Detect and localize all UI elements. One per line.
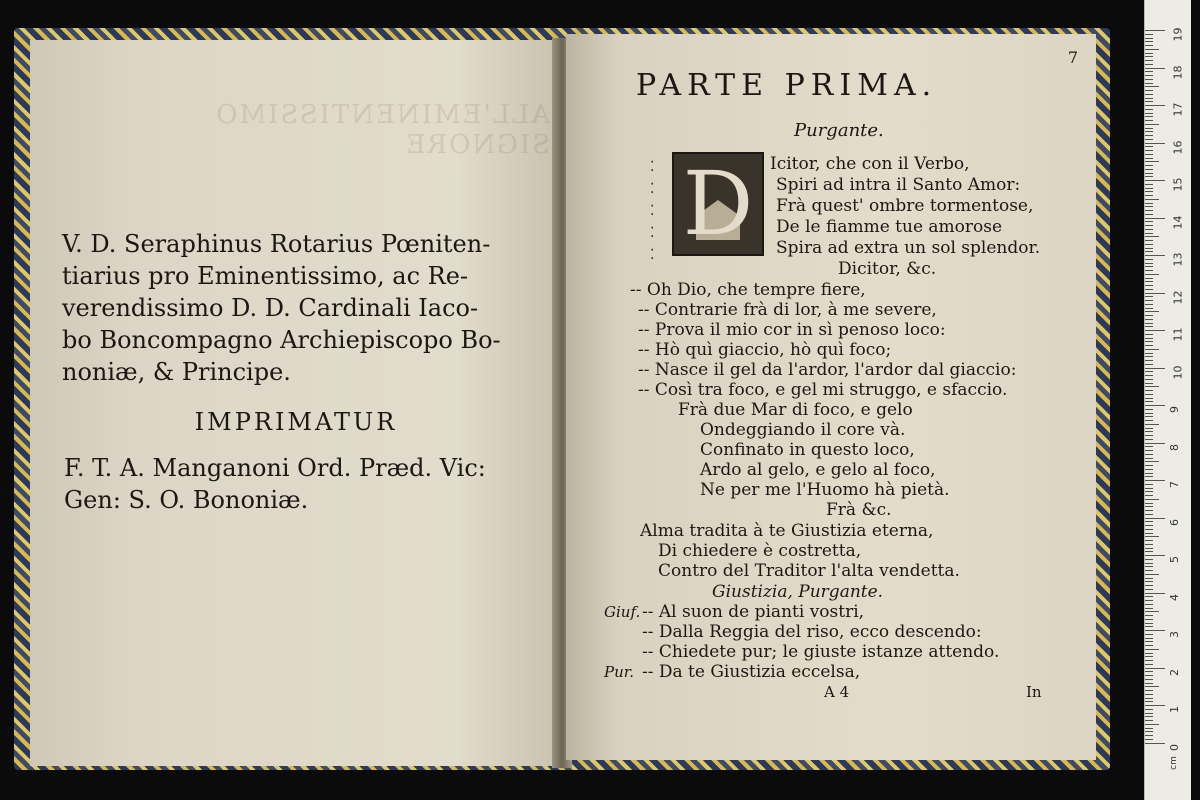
ruler-tick: [1145, 566, 1153, 567]
ruler-tick: [1145, 289, 1153, 290]
ruler-tick: [1145, 608, 1153, 609]
ruler-tick: [1145, 536, 1159, 537]
ruler-tick: [1145, 615, 1153, 616]
ruler-number: 7: [1168, 481, 1181, 488]
ruler-tick: [1145, 570, 1153, 571]
ruler-tick: [1145, 180, 1165, 181]
imprimatur-heading: IMPRIMATUR: [194, 408, 398, 436]
ruler-tick: [1145, 383, 1153, 384]
ruler-tick: [1145, 349, 1159, 350]
ruler-tick: [1145, 679, 1153, 680]
ruler-number: 0: [1168, 743, 1181, 751]
ruler-tick: [1145, 653, 1153, 654]
margin-speaker: Pur.: [604, 663, 635, 681]
poem-line: -- Prova il mio cor in sì penoso loco:: [638, 320, 946, 340]
ruler-number: 6: [1168, 518, 1181, 526]
ruler-tick: [1145, 484, 1153, 485]
ruler-tick: [1145, 143, 1165, 144]
ruler-tick: [1145, 623, 1153, 624]
ruler-tick: [1145, 694, 1153, 695]
ruler-tick: [1145, 641, 1153, 642]
ruler-tick: [1145, 345, 1153, 346]
ruler-tick: [1145, 150, 1153, 151]
catchword: In: [1026, 683, 1042, 701]
ruler-number: 12: [1171, 290, 1185, 304]
poem-line: -- Così tra foco, e gel mi struggo, e sfaccio.: [638, 380, 1008, 400]
ruler-number: 5: [1168, 556, 1181, 563]
ruler-tick: [1145, 458, 1153, 459]
ruler-tick: [1145, 589, 1153, 590]
ruler-tick: [1145, 686, 1159, 687]
ruler-number: 1: [1168, 706, 1181, 713]
ruler-tick: [1145, 255, 1165, 256]
signature-block: [64, 452, 544, 516]
ruler-tick: [1145, 604, 1153, 605]
ruler-tick: [1145, 548, 1153, 549]
ruler-tick: [1145, 626, 1153, 627]
speaker-direction: Giustizia, Purgante.: [712, 582, 884, 602]
ruler-tick: [1145, 206, 1153, 207]
ruler-tick: [1145, 525, 1153, 526]
ruler-number: 8: [1168, 443, 1181, 451]
ruler-tick: [1145, 405, 1165, 406]
ruler-tick: [1145, 225, 1153, 226]
poem-line: -- Da te Giustizia eccelsa,: [642, 662, 861, 682]
ruler-tick: [1145, 720, 1153, 721]
ruler-tick: [1145, 34, 1153, 35]
ruler-tick: [1145, 488, 1153, 489]
ruler-number: 16: [1171, 140, 1185, 154]
poem-line: Spira ad extra un sol splendor.: [776, 238, 1041, 258]
poem-line: -- Nasce il gel da l'ardor, l'ardor dal giaccio:: [638, 360, 1017, 380]
ruler-tick: [1145, 540, 1153, 541]
ruler-tick: [1145, 315, 1153, 316]
ruler-tick: [1145, 728, 1153, 729]
ruler-tick: [1145, 735, 1153, 736]
ruler-tick: [1145, 293, 1165, 294]
poem-line: Di chiedere è costretta,: [658, 541, 862, 561]
ruler-tick: [1145, 334, 1153, 335]
approval-line: V. D. Seraphinus Rotarius Pœniten-: [62, 230, 491, 258]
ruler-tick: [1145, 551, 1153, 552]
ruler-tick: [1145, 49, 1159, 50]
ruler-tick: [1145, 259, 1153, 260]
ruler-tick: [1145, 465, 1153, 466]
approval-line: noniæ, & Principe.: [62, 358, 291, 386]
ruler-tick: [1145, 563, 1153, 564]
ruler-tick: [1145, 574, 1159, 575]
approval-line: bo Boncompagno Archiepiscopo Bo-: [62, 326, 501, 354]
ruler-number: 15: [1171, 177, 1185, 192]
ruler-tick: [1145, 600, 1153, 601]
ruler-tick: [1145, 240, 1153, 241]
ruler-tick: [1145, 360, 1153, 361]
ruler-tick: [1145, 330, 1165, 331]
margin-speaker: Giuf.: [604, 603, 641, 621]
margin-marks: ⁚ ⁚ ⁚ ⁚ ⁚: [650, 159, 655, 263]
ruler-tick: [1145, 109, 1153, 110]
poem-line: Confinato in questo loco,: [700, 440, 915, 460]
ruler-tick: [1145, 668, 1165, 669]
approval-text: [62, 228, 542, 388]
left-page: [30, 40, 562, 766]
ruler-tick: [1145, 578, 1153, 579]
page-number: 7: [1067, 48, 1078, 67]
ruler-tick: [1145, 161, 1159, 162]
ruler-tick: [1145, 38, 1153, 39]
ruler-tick: [1145, 139, 1153, 140]
ruler-unit-label: cm: [1168, 756, 1179, 770]
ruler-number: 9: [1168, 406, 1181, 413]
ruler-tick: [1145, 611, 1159, 612]
ruler-number: 17: [1171, 102, 1185, 117]
ruler-tick: [1145, 394, 1153, 395]
ruler-tick: [1145, 596, 1153, 597]
ruler-tick: [1145, 128, 1153, 129]
ruler-tick: [1145, 431, 1153, 432]
ruler-tick: [1145, 45, 1153, 46]
ruler-tick: [1145, 386, 1159, 387]
ruler-tick: [1145, 424, 1159, 425]
ruler-tick: [1145, 300, 1153, 301]
ruler-tick: [1145, 221, 1153, 222]
ruler-tick: [1145, 675, 1153, 676]
ruler-tick: [1145, 461, 1159, 462]
ruler-tick: [1145, 86, 1159, 87]
ruler-tick: [1145, 338, 1153, 339]
ruler-tick: [1145, 739, 1153, 740]
ruler-tick: [1145, 420, 1153, 421]
ruler-tick: [1145, 135, 1153, 136]
ruler-tick: [1145, 236, 1159, 237]
ruler-tick: [1145, 356, 1153, 357]
ruler-tick: [1145, 731, 1153, 732]
ruler-number: 13: [1171, 252, 1185, 267]
ruler-tick: [1145, 176, 1153, 177]
ruler-tick: [1145, 60, 1153, 61]
ruler-tick: [1145, 165, 1153, 166]
signature-line: Gen: S. O. Bononiæ.: [64, 486, 309, 514]
ruler-tick: [1145, 529, 1153, 530]
ruler-tick: [1145, 210, 1153, 211]
ruler-tick: [1145, 499, 1159, 500]
poem-line: -- Hò quì giaccio, hò quì foco;: [638, 340, 892, 360]
ruler-tick: [1145, 495, 1153, 496]
poem-line: Alma tradita à te Giustizia eterna,: [640, 521, 934, 541]
ruler-tick: [1145, 56, 1153, 57]
ruler-tick: [1145, 401, 1153, 402]
ruler-tick: [1145, 375, 1153, 376]
ruler-tick: [1145, 555, 1165, 556]
ruler-tick: [1145, 506, 1153, 507]
poem-line: Spiri ad intra il Santo Amor:: [776, 175, 1021, 195]
ruler-tick: [1145, 439, 1153, 440]
ruler-tick: [1145, 476, 1153, 477]
dropcap-letter: D: [682, 152, 754, 255]
ruler-tick: [1145, 79, 1153, 80]
ruler-tick: [1145, 645, 1153, 646]
ruler-tick: [1145, 446, 1153, 447]
ruler-tick: [1145, 630, 1165, 631]
ruler-tick: [1145, 743, 1165, 744]
ruler-tick: [1145, 266, 1153, 267]
ruler-number: 19: [1171, 27, 1185, 42]
ruler-tick: [1145, 480, 1165, 481]
ruler-tick: [1145, 619, 1153, 620]
ruler-tick: [1145, 705, 1165, 706]
ruler-tick: [1145, 154, 1153, 155]
speaker-heading: Purgante.: [794, 120, 884, 141]
ruler-tick: [1145, 248, 1153, 249]
ruler-tick: [1145, 428, 1153, 429]
ruler-tick: [1145, 533, 1153, 534]
poem-line: Icitor, che con il Verbo,: [770, 154, 970, 174]
ruler-tick: [1145, 469, 1153, 470]
ruler-tick: [1145, 716, 1153, 717]
poem-line: Contro del Traditor l'alta vendetta.: [658, 561, 960, 581]
ruler-tick: [1145, 435, 1153, 436]
ruler-tick: [1145, 364, 1153, 365]
ruler-tick: [1145, 229, 1153, 230]
ruler-tick: [1145, 518, 1165, 519]
ruler-tick: [1145, 83, 1153, 84]
ruler-tick: [1145, 398, 1153, 399]
ruler-tick: [1145, 701, 1153, 702]
poem-line: Dicitor, &c.: [838, 259, 937, 279]
ruler-tick: [1145, 724, 1159, 725]
ruler-tick: [1145, 251, 1153, 252]
ruler-tick: [1145, 544, 1153, 545]
ruler-tick: [1145, 173, 1153, 174]
ruler-tick: [1145, 341, 1153, 342]
poem-line: -- Al suon de pianti vostri,: [642, 602, 865, 622]
ruler-tick: [1145, 368, 1165, 369]
ruler-tick: [1145, 698, 1153, 699]
ruler-tick: [1145, 503, 1153, 504]
bleed-through-text: ALL'EMINENTISSIMO SIGNORE: [214, 100, 550, 160]
ruler-tick: [1145, 379, 1153, 380]
ruler-tick: [1145, 214, 1153, 215]
ruler-tick: [1145, 319, 1153, 320]
ruler-tick: [1145, 683, 1153, 684]
ruler-tick: [1145, 124, 1159, 125]
ruler-number: 3: [1168, 631, 1181, 638]
ruler-tick: [1145, 116, 1153, 117]
ruler-tick: [1145, 521, 1153, 522]
ruler-tick: [1145, 64, 1153, 65]
ruler-number: 18: [1171, 65, 1185, 79]
signature-mark: A 4: [824, 683, 850, 701]
ruler-tick: [1145, 285, 1153, 286]
poem-line: De le fiamme tue amorose: [776, 217, 1003, 237]
ruler-tick: [1145, 409, 1153, 410]
ruler-tick: [1145, 323, 1153, 324]
ruler-tick: [1145, 191, 1153, 192]
ruler-tick: [1145, 188, 1153, 189]
signature-line: F. T. A. Manganoni Ord. Præd. Vic:: [64, 454, 486, 482]
ruler-tick: [1145, 634, 1153, 635]
ruler-tick: [1145, 30, 1165, 31]
ruler-tick: [1145, 390, 1153, 391]
ruler-tick: [1145, 326, 1153, 327]
ruler-tick: [1145, 656, 1153, 657]
ruler-tick: [1145, 413, 1153, 414]
ruler-tick: [1145, 131, 1153, 132]
ruler-tick: [1145, 443, 1165, 444]
ruler-number: 14: [1171, 215, 1185, 229]
ruler-tick: [1145, 649, 1159, 650]
ruler-tick: [1145, 90, 1153, 91]
ruler-tick: [1145, 638, 1153, 639]
right-page: [566, 34, 1096, 760]
ruler-tick: [1145, 473, 1153, 474]
ruler-tick: [1145, 281, 1153, 282]
poem-line: -- Oh Dio, che tempre fiere,: [630, 280, 866, 300]
ruler-tick: [1145, 101, 1153, 102]
ruler-tick: [1145, 169, 1153, 170]
ruler-tick: [1145, 146, 1153, 147]
ruler-tick: [1145, 593, 1165, 594]
ruler-tick: [1145, 296, 1153, 297]
ruler-tick: [1145, 510, 1153, 511]
ruler-number: 10: [1171, 365, 1185, 379]
ruler-tick: [1145, 514, 1153, 515]
ruler-tick: [1145, 233, 1153, 234]
ruler-tick: [1145, 120, 1153, 121]
ruler-tick: [1145, 713, 1153, 714]
poem-line: -- Chiedete pur; le giuste istanze attendo.: [642, 642, 1000, 662]
ruler-tick: [1145, 199, 1159, 200]
ruler-tick: [1145, 581, 1153, 582]
poem-line: Ne per me l'Huomo hà pietà.: [700, 480, 950, 500]
ruler-tick: [1145, 371, 1153, 372]
approval-line: tiarius pro Eminentissimo, ac Re-: [62, 262, 469, 290]
measurement-ruler: [1144, 0, 1191, 800]
ruler-tick: [1145, 53, 1153, 54]
ruler-tick: [1145, 585, 1153, 586]
ruler-tick: [1145, 263, 1153, 264]
ruler-tick: [1145, 274, 1159, 275]
ruler-tick: [1145, 559, 1153, 560]
page-title: PARTE PRIMA.: [636, 68, 938, 103]
ruler-tick: [1145, 454, 1153, 455]
ruler-number: 11: [1171, 327, 1185, 342]
ruler-tick: [1145, 270, 1153, 271]
ruler-tick: [1145, 68, 1165, 69]
ruler-tick: [1145, 203, 1153, 204]
ruler-tick: [1145, 304, 1153, 305]
ruler-tick: [1145, 353, 1153, 354]
poem-line: -- Contrarie frà di lor, à me severe,: [638, 300, 937, 320]
poem-line: Frà due Mar di foco, e gelo: [678, 400, 913, 420]
ruler-tick: [1145, 158, 1153, 159]
approval-line: verendissimo D. D. Cardinali Iaco-: [62, 294, 479, 322]
poem-line: Ondeggiando il core và.: [700, 420, 906, 440]
ruler-tick: [1145, 491, 1153, 492]
ruler-tick: [1145, 41, 1153, 42]
ruler-tick: [1145, 195, 1153, 196]
ruler-tick: [1145, 671, 1153, 672]
ruler-tick: [1145, 308, 1153, 309]
ruler-tick: [1145, 105, 1165, 106]
ruler-tick: [1145, 94, 1153, 95]
ruler-number: 4: [1168, 593, 1181, 601]
ruler-tick: [1145, 664, 1153, 665]
ruler-tick: [1145, 218, 1165, 219]
ruler-number: 2: [1168, 668, 1181, 676]
poem-line: Ardo al gelo, e gelo al foco,: [700, 460, 936, 480]
poem-line: Frà quest' ombre tormentose,: [776, 196, 1034, 216]
decorated-initial: [672, 152, 764, 256]
ruler-tick: [1145, 98, 1153, 99]
poem-line: -- Dalla Reggia del riso, ecco descendo:: [642, 622, 982, 642]
poem-line: Frà &c.: [826, 500, 892, 520]
ruler-tick: [1145, 660, 1153, 661]
ruler-tick: [1145, 278, 1153, 279]
ruler-tick: [1145, 450, 1153, 451]
ruler-tick: [1145, 75, 1153, 76]
ruler-tick: [1145, 71, 1153, 72]
ruler-tick: [1145, 311, 1159, 312]
ruler-tick: [1145, 416, 1153, 417]
ruler-tick: [1145, 244, 1153, 245]
ruler-tick: [1145, 709, 1153, 710]
ruler-tick: [1145, 690, 1153, 691]
ruler-tick: [1145, 113, 1153, 114]
ruler-tick: [1145, 184, 1153, 185]
